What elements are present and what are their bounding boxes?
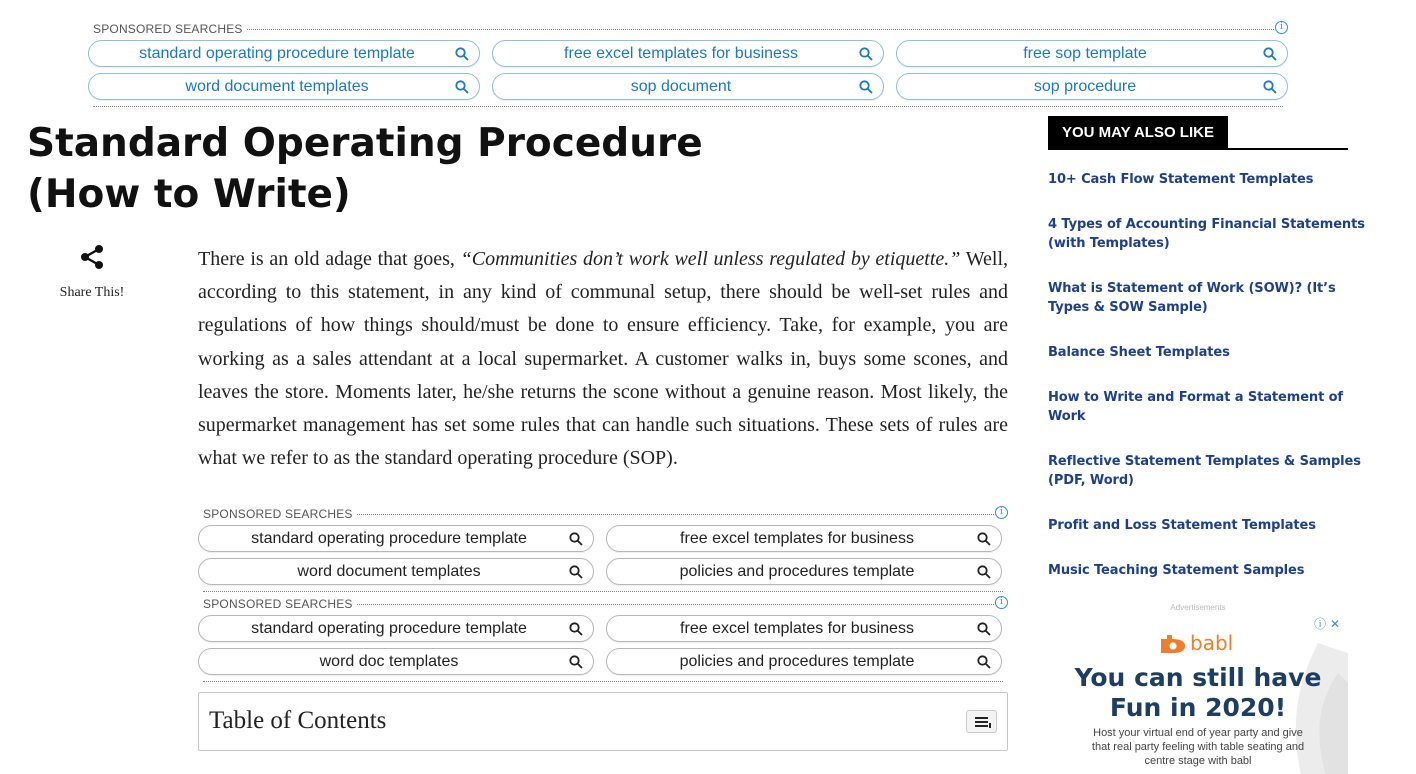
sponsored-search-pill[interactable]: standard operating procedure template xyxy=(198,615,594,642)
article-intro-paragraph: There is an old adage that goes, “Communities don’t work well unless regulated by etiquette.” Well, according to this statement, in any kind of communal setup, there should be well-set rules and regulations of how things should/must be done to ensure efficiency. Take, for example, you are working as a sales attendant at a local supermarket. A customer walks in, buys some scones, and leaves the store. Moments later, he/she returns the scone without a genuine reason. Most likely, the supermarket management has set some rules that can handle such situations. These sets of rules are what we refer to as the standard operating procedure (SOP). xyxy=(198,248,1009,470)
sponsored-grid xyxy=(198,525,1008,585)
search-icon xyxy=(977,565,991,579)
sponsored-label: SPONSORED SEARCHES xyxy=(203,507,357,521)
ad-subtext: Host your virtual end of year party and give that real party feeling with table seating and centre stage with babl xyxy=(1091,727,1305,767)
related-link[interactable]: 10+ Cash Flow Statement Templates xyxy=(1048,172,1314,187)
sponsored-searches-top xyxy=(88,20,1288,107)
search-icon xyxy=(859,80,873,94)
sponsored-searches-mid-1 xyxy=(198,505,1008,592)
info-icon[interactable]: i xyxy=(1275,21,1288,34)
dotted-divider xyxy=(203,681,1003,682)
sponsored-search-pill[interactable]: word document templates xyxy=(88,73,480,100)
related-link[interactable]: Profit and Loss Statement Templates xyxy=(1048,518,1316,533)
sidebar-heading xyxy=(1048,116,1378,150)
sidebar-heading-label: YOU MAY ALSO LIKE xyxy=(1048,116,1228,150)
babl-logo-icon xyxy=(1158,631,1188,657)
sponsored-label: SPONSORED SEARCHES xyxy=(203,597,357,611)
table-of-contents xyxy=(198,692,1008,751)
share-widget[interactable] xyxy=(52,243,132,301)
search-icon xyxy=(569,655,583,669)
sponsored-label: SPONSORED SEARCHES xyxy=(93,22,247,36)
search-icon xyxy=(859,47,873,61)
babl-logo xyxy=(1158,631,1248,657)
related-links-list xyxy=(1048,170,1378,580)
info-icon[interactable]: i xyxy=(995,596,1008,609)
search-icon xyxy=(977,655,991,669)
toc-title: Table of Contents xyxy=(209,707,387,734)
sponsored-search-pill[interactable]: policies and procedures template xyxy=(606,558,1002,585)
advertisement[interactable] xyxy=(1048,613,1348,774)
sponsored-search-pill[interactable]: sop document xyxy=(492,73,884,100)
related-link[interactable]: 4 Types of Accounting Financial Statements (with Templates) xyxy=(1048,217,1365,251)
sponsored-grid xyxy=(88,40,1288,100)
dotted-divider xyxy=(93,106,1283,107)
sponsored-search-pill[interactable]: free excel templates for business xyxy=(606,525,1002,552)
sponsored-header xyxy=(88,20,1288,36)
sponsored-header xyxy=(198,505,1008,521)
related-link[interactable]: Music Teaching Statement Samples xyxy=(1048,563,1305,578)
list-icon xyxy=(975,717,988,719)
share-icon xyxy=(78,243,106,271)
sponsored-search-pill[interactable]: free sop template xyxy=(896,40,1288,67)
related-link[interactable]: What is Statement of Work (SOW)? (It’s Types & SOW Sample) xyxy=(1048,281,1336,315)
share-label: Share This! xyxy=(59,285,125,300)
dotted-divider xyxy=(203,591,1003,592)
sponsored-searches-mid-2 xyxy=(198,595,1008,682)
sponsored-search-pill[interactable]: standard operating procedure template xyxy=(198,525,594,552)
sponsored-search-pill[interactable]: standard operating procedure template xyxy=(88,40,480,67)
related-link[interactable]: Balance Sheet Templates xyxy=(1048,345,1230,360)
search-icon xyxy=(569,532,583,546)
info-icon[interactable]: i xyxy=(995,506,1008,519)
sponsored-search-pill[interactable]: word doc templates xyxy=(198,648,594,675)
related-link[interactable]: Reflective Statement Templates & Samples (PDF, Word) xyxy=(1048,454,1361,488)
article-quote: “Communities don’t work well unless regulated by etiquette.” xyxy=(460,248,961,270)
sidebar xyxy=(1048,116,1378,606)
search-icon xyxy=(977,532,991,546)
sponsored-search-pill[interactable]: free excel templates for business xyxy=(606,615,1002,642)
search-icon xyxy=(569,622,583,636)
search-icon xyxy=(569,565,583,579)
sponsored-grid xyxy=(198,615,1008,675)
sponsored-search-pill[interactable]: policies and procedures template xyxy=(606,648,1002,675)
ad-brand-name: babl xyxy=(1190,631,1234,655)
sponsored-search-pill[interactable]: free excel templates for business xyxy=(492,40,884,67)
search-icon xyxy=(977,622,991,636)
sidebar-heading-rule xyxy=(1048,148,1348,150)
sponsored-search-pill[interactable]: sop procedure xyxy=(896,73,1288,100)
dotted-divider xyxy=(93,29,1274,30)
sponsored-header xyxy=(198,595,1008,611)
ad-close-button[interactable]: ⓘ ✕ xyxy=(1314,617,1340,631)
related-link[interactable]: How to Write and Format a Statement of Work xyxy=(1048,390,1343,424)
search-icon xyxy=(1263,80,1277,94)
page-title: Standard Operating Procedure (How to Write) xyxy=(27,121,703,217)
sponsored-search-pill[interactable]: word document templates xyxy=(198,558,594,585)
search-icon xyxy=(1263,47,1277,61)
ad-headline: You can still have Fun in 2020! xyxy=(1074,663,1322,722)
search-icon xyxy=(455,80,469,94)
toc-toggle-button[interactable] xyxy=(966,710,997,733)
search-icon xyxy=(455,47,469,61)
ad-caption: Advertisements xyxy=(1170,603,1226,612)
